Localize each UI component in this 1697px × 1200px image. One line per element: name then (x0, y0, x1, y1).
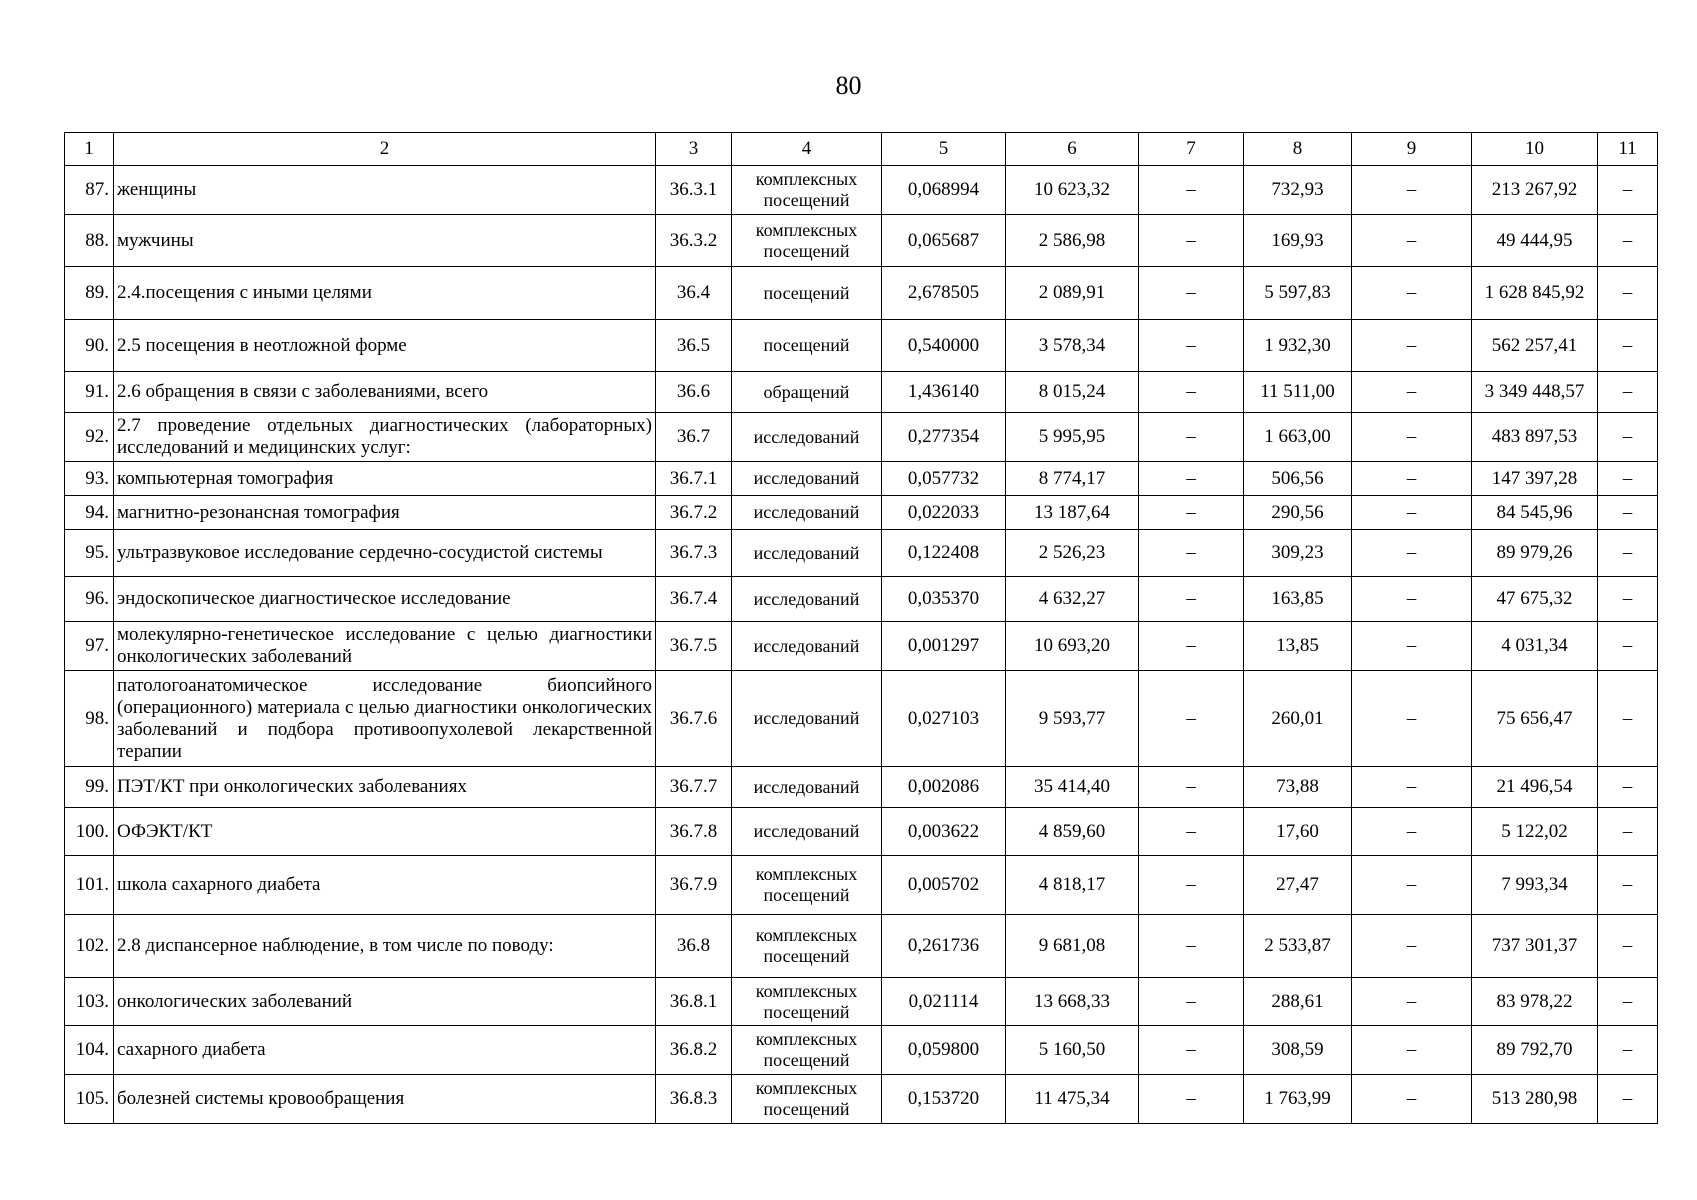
column-header: 10 (1472, 133, 1598, 166)
row-col-6: 10 623,32 (1006, 166, 1139, 215)
column-header: 4 (732, 133, 882, 166)
row-col-9: – (1352, 622, 1472, 671)
row-code: 36.3.1 (656, 166, 732, 215)
row-unit: посещений (732, 320, 882, 372)
row-code: 36.7.7 (656, 767, 732, 808)
table-row (65, 808, 1658, 856)
row-number: 99. (65, 767, 114, 808)
column-header: 2 (114, 133, 656, 166)
row-col-7: – (1139, 856, 1244, 915)
row-unit: исследований (732, 622, 882, 671)
row-unit: комплексных посещений (732, 856, 882, 915)
row-col-10: 47 675,32 (1472, 577, 1598, 622)
row-col-9: – (1352, 1026, 1472, 1075)
table-row (65, 622, 1658, 671)
row-unit: комплексных посещений (732, 166, 882, 215)
row-unit: комплексных посещений (732, 1075, 882, 1124)
table-row (65, 413, 1658, 462)
row-col-11: – (1598, 856, 1658, 915)
row-col-7: – (1139, 1075, 1244, 1124)
row-col-11: – (1598, 372, 1658, 413)
table-row (65, 267, 1658, 320)
row-col-5: 0,540000 (882, 320, 1006, 372)
row-number: 104. (65, 1026, 114, 1075)
row-col-5: 0,261736 (882, 915, 1006, 978)
row-col-5: 0,021114 (882, 978, 1006, 1026)
row-col-6: 11 475,34 (1006, 1075, 1139, 1124)
row-col-6: 3 578,34 (1006, 320, 1139, 372)
row-unit: исследований (732, 462, 882, 496)
row-number: 100. (65, 808, 114, 856)
row-code: 36.7.2 (656, 496, 732, 530)
row-col-11: – (1598, 215, 1658, 267)
row-col-10: 49 444,95 (1472, 215, 1598, 267)
row-unit: исследований (732, 767, 882, 808)
row-col-10: 1 628 845,92 (1472, 267, 1598, 320)
row-col-9: – (1352, 166, 1472, 215)
row-col-8: 260,01 (1244, 671, 1352, 767)
row-number: 91. (65, 372, 114, 413)
row-col-9: – (1352, 267, 1472, 320)
row-col-5: 1,436140 (882, 372, 1006, 413)
row-col-5: 0,027103 (882, 671, 1006, 767)
row-col-11: – (1598, 267, 1658, 320)
table-row (65, 372, 1658, 413)
row-col-8: 506,56 (1244, 462, 1352, 496)
row-col-6: 4 632,27 (1006, 577, 1139, 622)
row-number: 88. (65, 215, 114, 267)
row-number: 102. (65, 915, 114, 978)
row-code: 36.7.9 (656, 856, 732, 915)
row-col-10: 21 496,54 (1472, 767, 1598, 808)
row-unit: исследований (732, 496, 882, 530)
row-col-10: 513 280,98 (1472, 1075, 1598, 1124)
table-row (65, 577, 1658, 622)
row-col-5: 0,001297 (882, 622, 1006, 671)
row-col-10: 562 257,41 (1472, 320, 1598, 372)
column-header: 11 (1598, 133, 1658, 166)
row-code: 36.7.1 (656, 462, 732, 496)
row-col-11: – (1598, 320, 1658, 372)
row-col-8: 17,60 (1244, 808, 1352, 856)
row-name: молекулярно-генетическое исследование с целью диагностики онкологических заболеваний (114, 622, 656, 671)
row-col-10: 84 545,96 (1472, 496, 1598, 530)
row-col-7: – (1139, 215, 1244, 267)
row-col-5: 0,277354 (882, 413, 1006, 462)
row-unit: посещений (732, 267, 882, 320)
row-col-9: – (1352, 1075, 1472, 1124)
row-col-11: – (1598, 1075, 1658, 1124)
row-col-6: 2 526,23 (1006, 530, 1139, 577)
row-name: ультразвуковое исследование сердечно-сосудистой системы (114, 530, 656, 577)
row-col-6: 4 818,17 (1006, 856, 1139, 915)
row-col-9: – (1352, 856, 1472, 915)
table-row (65, 166, 1658, 215)
row-col-9: – (1352, 671, 1472, 767)
row-col-7: – (1139, 577, 1244, 622)
row-col-8: 73,88 (1244, 767, 1352, 808)
row-col-8: 309,23 (1244, 530, 1352, 577)
row-col-8: 163,85 (1244, 577, 1352, 622)
row-unit: обращений (732, 372, 882, 413)
row-col-10: 83 978,22 (1472, 978, 1598, 1026)
row-col-7: – (1139, 496, 1244, 530)
row-col-5: 0,057732 (882, 462, 1006, 496)
row-col-10: 3 349 448,57 (1472, 372, 1598, 413)
table-row (65, 320, 1658, 372)
row-col-7: – (1139, 978, 1244, 1026)
row-col-5: 0,068994 (882, 166, 1006, 215)
table-row (65, 767, 1658, 808)
row-code: 36.8.2 (656, 1026, 732, 1075)
row-number: 89. (65, 267, 114, 320)
row-unit: комплексных посещений (732, 215, 882, 267)
row-col-9: – (1352, 577, 1472, 622)
table-row (65, 1026, 1658, 1075)
row-col-6: 2 586,98 (1006, 215, 1139, 267)
row-code: 36.3.2 (656, 215, 732, 267)
row-col-5: 0,022033 (882, 496, 1006, 530)
row-name: компьютерная томография (114, 462, 656, 496)
row-col-8: 2 533,87 (1244, 915, 1352, 978)
row-col-6: 4 859,60 (1006, 808, 1139, 856)
row-code: 36.7.5 (656, 622, 732, 671)
row-unit: исследований (732, 577, 882, 622)
data-table (64, 132, 1658, 1124)
row-col-10: 7 993,34 (1472, 856, 1598, 915)
column-header: 3 (656, 133, 732, 166)
row-col-11: – (1598, 1026, 1658, 1075)
row-number: 96. (65, 577, 114, 622)
row-col-7: – (1139, 622, 1244, 671)
row-col-10: 213 267,92 (1472, 166, 1598, 215)
row-number: 103. (65, 978, 114, 1026)
row-col-9: – (1352, 978, 1472, 1026)
row-name: 2.7 проведение отдельных диагностических (лабораторных) исследований и медицинских услуг: (114, 413, 656, 462)
row-col-6: 13 187,64 (1006, 496, 1139, 530)
row-col-9: – (1352, 462, 1472, 496)
row-col-11: – (1598, 577, 1658, 622)
row-col-10: 89 792,70 (1472, 1026, 1598, 1075)
row-name: сахарного диабета (114, 1026, 656, 1075)
row-unit: комплексных посещений (732, 915, 882, 978)
row-code: 36.7.8 (656, 808, 732, 856)
row-name: ОФЭКТ/КТ (114, 808, 656, 856)
row-col-10: 147 397,28 (1472, 462, 1598, 496)
table-row (65, 215, 1658, 267)
row-col-8: 11 511,00 (1244, 372, 1352, 413)
table-header-row (65, 133, 1658, 166)
row-col-10: 5 122,02 (1472, 808, 1598, 856)
row-col-6: 5 160,50 (1006, 1026, 1139, 1075)
row-col-7: – (1139, 166, 1244, 215)
row-col-8: 290,56 (1244, 496, 1352, 530)
column-header: 1 (65, 133, 114, 166)
row-col-6: 9 593,77 (1006, 671, 1139, 767)
row-unit: исследований (732, 530, 882, 577)
row-col-6: 9 681,08 (1006, 915, 1139, 978)
row-name: мужчины (114, 215, 656, 267)
column-header: 6 (1006, 133, 1139, 166)
row-col-7: – (1139, 320, 1244, 372)
row-col-10: 75 656,47 (1472, 671, 1598, 767)
row-unit: комплексных посещений (732, 1026, 882, 1075)
row-col-7: – (1139, 530, 1244, 577)
row-col-7: – (1139, 808, 1244, 856)
row-col-7: – (1139, 767, 1244, 808)
column-header: 7 (1139, 133, 1244, 166)
table-row (65, 978, 1658, 1026)
row-number: 94. (65, 496, 114, 530)
row-col-11: – (1598, 767, 1658, 808)
row-code: 36.7.6 (656, 671, 732, 767)
row-col-10: 4 031,34 (1472, 622, 1598, 671)
row-name: 2.4.посещения с иными целями (114, 267, 656, 320)
row-name: 2.8 диспансерное наблюдение, в том числе по поводу: (114, 915, 656, 978)
row-col-8: 308,59 (1244, 1026, 1352, 1075)
row-col-6: 8 774,17 (1006, 462, 1139, 496)
table-row (65, 496, 1658, 530)
row-col-5: 0,122408 (882, 530, 1006, 577)
row-col-8: 1 763,99 (1244, 1075, 1352, 1124)
row-col-6: 5 995,95 (1006, 413, 1139, 462)
row-col-11: – (1598, 413, 1658, 462)
row-unit: комплексных посещений (732, 978, 882, 1026)
row-col-11: – (1598, 462, 1658, 496)
row-name: 2.5 посещения в неотложной форме (114, 320, 656, 372)
row-col-9: – (1352, 215, 1472, 267)
row-col-8: 1 932,30 (1244, 320, 1352, 372)
row-col-9: – (1352, 808, 1472, 856)
row-number: 87. (65, 166, 114, 215)
row-number: 93. (65, 462, 114, 496)
row-col-9: – (1352, 530, 1472, 577)
row-col-11: – (1598, 496, 1658, 530)
row-col-9: – (1352, 496, 1472, 530)
row-number: 90. (65, 320, 114, 372)
row-col-9: – (1352, 915, 1472, 978)
row-number: 97. (65, 622, 114, 671)
row-code: 36.5 (656, 320, 732, 372)
table-row (65, 915, 1658, 978)
row-col-8: 27,47 (1244, 856, 1352, 915)
row-unit: исследований (732, 413, 882, 462)
row-name: женщины (114, 166, 656, 215)
row-col-11: – (1598, 808, 1658, 856)
row-name: 2.6 обращения в связи с заболеваниями, всего (114, 372, 656, 413)
row-col-10: 737 301,37 (1472, 915, 1598, 978)
row-col-11: – (1598, 530, 1658, 577)
row-col-7: – (1139, 462, 1244, 496)
row-col-11: – (1598, 622, 1658, 671)
row-col-11: – (1598, 915, 1658, 978)
row-code: 36.8.3 (656, 1075, 732, 1124)
table-row (65, 1075, 1658, 1124)
row-col-9: – (1352, 767, 1472, 808)
row-unit: исследований (732, 671, 882, 767)
row-col-10: 89 979,26 (1472, 530, 1598, 577)
row-code: 36.7.3 (656, 530, 732, 577)
row-code: 36.7.4 (656, 577, 732, 622)
row-code: 36.7 (656, 413, 732, 462)
row-col-9: – (1352, 372, 1472, 413)
row-col-7: – (1139, 915, 1244, 978)
row-col-5: 0,002086 (882, 767, 1006, 808)
row-col-9: – (1352, 413, 1472, 462)
row-col-6: 8 015,24 (1006, 372, 1139, 413)
row-col-5: 0,035370 (882, 577, 1006, 622)
row-col-5: 0,003622 (882, 808, 1006, 856)
row-col-5: 0,153720 (882, 1075, 1006, 1124)
row-col-11: – (1598, 671, 1658, 767)
row-col-11: – (1598, 978, 1658, 1026)
row-col-8: 169,93 (1244, 215, 1352, 267)
row-col-11: – (1598, 166, 1658, 215)
row-name: болезней системы кровообращения (114, 1075, 656, 1124)
row-col-8: 13,85 (1244, 622, 1352, 671)
row-col-9: – (1352, 320, 1472, 372)
table-row (65, 530, 1658, 577)
table-row (65, 462, 1658, 496)
row-name: ПЭТ/КТ при онкологических заболеваниях (114, 767, 656, 808)
row-name: школа сахарного диабета (114, 856, 656, 915)
row-number: 95. (65, 530, 114, 577)
row-number: 92. (65, 413, 114, 462)
row-number: 105. (65, 1075, 114, 1124)
page-number: 80 (835, 71, 862, 100)
row-col-5: 0,065687 (882, 215, 1006, 267)
row-code: 36.8.1 (656, 978, 732, 1026)
row-col-6: 2 089,91 (1006, 267, 1139, 320)
row-col-7: – (1139, 413, 1244, 462)
row-col-8: 732,93 (1244, 166, 1352, 215)
row-col-7: – (1139, 372, 1244, 413)
row-col-5: 0,059800 (882, 1026, 1006, 1075)
column-header: 8 (1244, 133, 1352, 166)
row-col-6: 13 668,33 (1006, 978, 1139, 1026)
row-col-10: 483 897,53 (1472, 413, 1598, 462)
row-col-7: – (1139, 671, 1244, 767)
row-name: магнитно-резонансная томография (114, 496, 656, 530)
column-header: 5 (882, 133, 1006, 166)
row-col-5: 2,678505 (882, 267, 1006, 320)
row-col-7: – (1139, 1026, 1244, 1075)
row-code: 36.8 (656, 915, 732, 978)
row-col-8: 288,61 (1244, 978, 1352, 1026)
row-number: 101. (65, 856, 114, 915)
table-row (65, 671, 1658, 767)
row-name: онкологических заболеваний (114, 978, 656, 1026)
row-col-6: 35 414,40 (1006, 767, 1139, 808)
row-code: 36.6 (656, 372, 732, 413)
column-header: 9 (1352, 133, 1472, 166)
row-col-8: 1 663,00 (1244, 413, 1352, 462)
row-col-6: 10 693,20 (1006, 622, 1139, 671)
row-col-7: – (1139, 267, 1244, 320)
table-row (65, 856, 1658, 915)
row-code: 36.4 (656, 267, 732, 320)
row-col-8: 5 597,83 (1244, 267, 1352, 320)
row-unit: исследований (732, 808, 882, 856)
row-name: патологоанатомическое исследование биопсийного (операционного) материала с целью диагностики онкологических заболеваний и подбора противоопухолевой лекарственной терапии (114, 671, 656, 767)
row-col-5: 0,005702 (882, 856, 1006, 915)
row-name: эндоскопическое диагностическое исследование (114, 577, 656, 622)
row-number: 98. (65, 671, 114, 767)
